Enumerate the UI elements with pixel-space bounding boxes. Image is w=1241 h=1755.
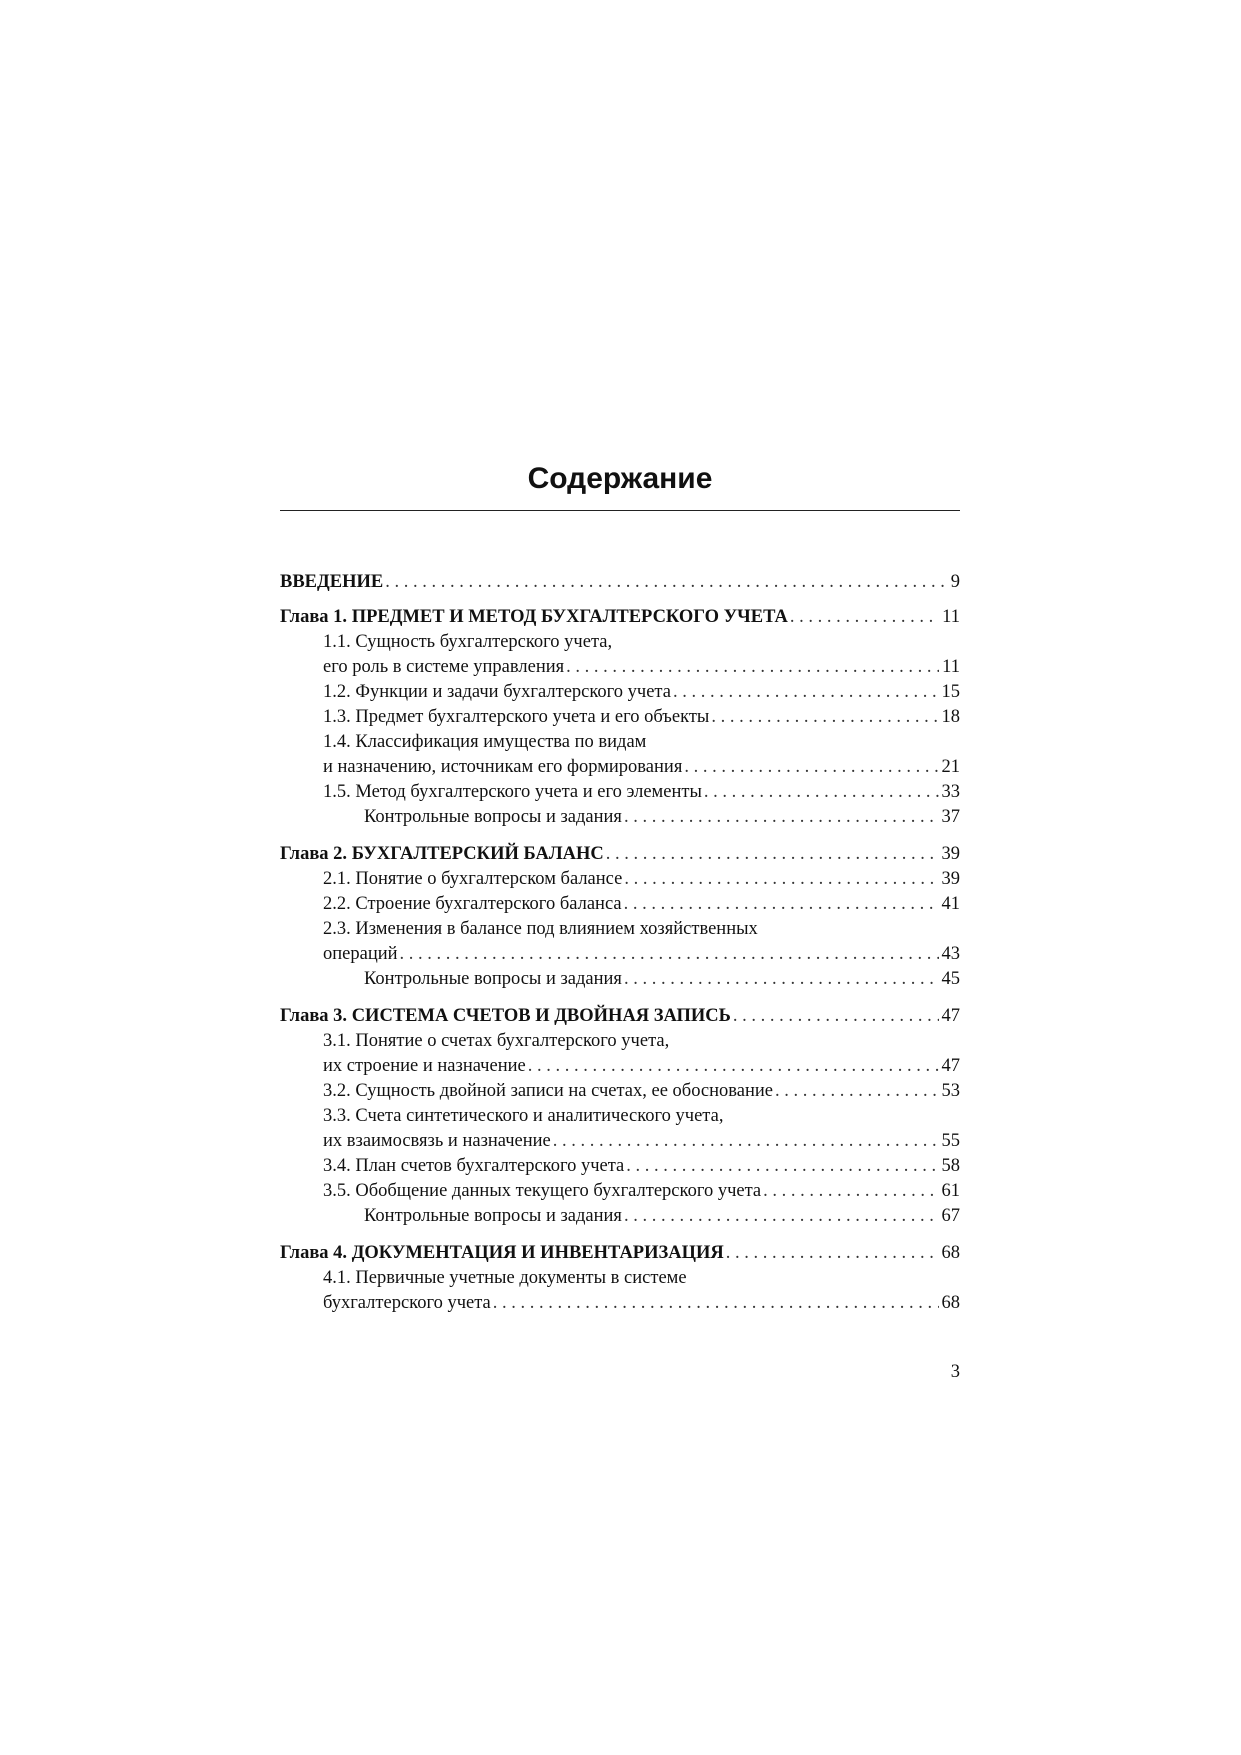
toc-entry-text: 3.2. Сущность двойной записи на счетах, ее обоснование — [323, 1081, 773, 1101]
toc-entry-title — [323, 755, 682, 780]
dot-leader — [711, 705, 938, 730]
toc-entry-title — [323, 705, 709, 730]
toc-entry-text: 1.3. Предмет бухгалтерского учета и его объекты — [323, 707, 710, 727]
toc-entry-text: его роль в системе управления — [323, 657, 565, 677]
dot-leader — [566, 655, 939, 680]
dot-leader — [624, 867, 938, 892]
dot-leader — [624, 1204, 939, 1229]
toc-entry — [323, 1079, 960, 1104]
toc-entry — [323, 1179, 960, 1204]
toc-entry-text: Контрольные вопросы и задания — [364, 1206, 622, 1226]
dot-leader — [385, 570, 948, 595]
toc-entry-title — [280, 1241, 724, 1266]
toc-entry — [323, 1129, 960, 1154]
toc-entry-title — [323, 1079, 773, 1104]
dot-leader — [493, 1291, 939, 1316]
toc-entry-title — [323, 892, 622, 917]
toc-entry-title — [323, 942, 398, 967]
toc-page-number: 43 — [941, 944, 960, 964]
toc-entry-text: 3.3. Счета синтетического и аналитического учета, — [323, 1106, 724, 1126]
dot-leader — [733, 1004, 939, 1029]
toc-entry-text: и назначению, источникам его формирования — [323, 757, 683, 777]
toc-entry-title — [323, 917, 758, 942]
toc-entry — [323, 942, 960, 967]
toc-entry-text: 4.1. Первичные учетные документы в системе — [323, 1268, 687, 1288]
toc-entry — [323, 1266, 960, 1291]
dot-leader — [624, 967, 939, 992]
dot-leader — [726, 1241, 939, 1266]
toc-chapter-prefix: Глава 2. — [280, 844, 352, 864]
toc-entry-text: 3.5. Обобщение данных текущего бухгалтерского учета — [323, 1181, 762, 1201]
toc-chapter-prefix: Глава 4. — [280, 1243, 352, 1263]
toc-page-number: 39 — [941, 869, 960, 889]
toc-chapter-entry — [280, 605, 960, 630]
toc-entry-title — [323, 1104, 723, 1129]
toc-entry-title — [323, 1129, 551, 1154]
toc-entry-title — [323, 1291, 491, 1316]
toc-page-number: 61 — [941, 1181, 960, 1201]
toc-entry — [323, 1029, 960, 1054]
dot-leader — [704, 780, 939, 805]
toc-entry-title — [323, 1029, 669, 1054]
toc-entry — [323, 705, 960, 730]
toc-entry — [323, 917, 960, 942]
toc-entry-title — [364, 805, 622, 830]
toc-entry-title — [323, 680, 671, 705]
toc-entry-title — [323, 730, 646, 755]
dot-leader — [763, 1179, 938, 1204]
toc-page-number: 39 — [941, 844, 960, 864]
toc-entry — [364, 967, 960, 992]
toc-entry — [323, 1154, 960, 1179]
page-number: 3 — [950, 1362, 960, 1382]
toc-page-number: 37 — [941, 807, 960, 827]
toc-chapter-entry — [280, 842, 960, 867]
toc-entry-text: операций — [323, 944, 398, 964]
dot-leader — [553, 1129, 939, 1154]
toc-page-number: 47 — [941, 1006, 960, 1026]
toc-chapter-entry — [280, 1241, 960, 1266]
toc-entry-title — [280, 605, 788, 630]
toc-entry-title — [280, 1004, 731, 1029]
toc-page-number: 53 — [941, 1081, 960, 1101]
toc-entry — [323, 755, 960, 780]
toc-entry-text: 2.2. Строение бухгалтерского баланса — [323, 894, 622, 914]
toc-entry-title — [323, 1154, 624, 1179]
toc-entry — [323, 1291, 960, 1316]
toc-entry-title — [280, 842, 604, 867]
toc-chapter-entry — [280, 570, 960, 595]
toc-entry — [323, 892, 960, 917]
dot-leader — [624, 805, 939, 830]
dot-leader — [606, 842, 939, 867]
dot-leader — [673, 680, 939, 705]
toc-entry — [323, 1104, 960, 1129]
toc-page-number: 55 — [941, 1131, 960, 1151]
toc-entry-title — [323, 655, 564, 680]
toc-page-number: 45 — [941, 969, 960, 989]
toc-page-number: 41 — [941, 894, 960, 914]
toc-entry-text: 3.1. Понятие о счетах бухгалтерского учета, — [323, 1031, 670, 1051]
toc-entry-title — [364, 967, 622, 992]
toc-entry-text: 1.4. Классификация имущества по видам — [323, 732, 647, 752]
toc-entry-title — [280, 570, 383, 595]
dot-leader — [528, 1054, 939, 1079]
page-title: Содержание — [527, 462, 713, 495]
toc-entry-text: 1.1. Сущность бухгалтерского учета, — [323, 632, 613, 652]
toc-page-number: 21 — [941, 757, 960, 777]
toc-page-number: 58 — [941, 1156, 960, 1176]
toc-entry-title — [323, 1054, 526, 1079]
dot-leader — [624, 892, 939, 917]
toc-entry — [323, 780, 960, 805]
toc-page-number: 33 — [941, 782, 960, 802]
toc-chapter-entry — [280, 1004, 960, 1029]
toc-entry-text: 3.4. План счетов бухгалтерского учета — [323, 1156, 625, 1176]
toc-entry — [323, 655, 960, 680]
toc-entry-title — [323, 1179, 761, 1204]
dot-leader — [400, 942, 939, 967]
dot-leader — [626, 1154, 938, 1179]
toc-page-number: 68 — [941, 1243, 960, 1263]
toc-entry-title — [323, 780, 702, 805]
toc-entry-title — [364, 1204, 622, 1229]
toc-page-number: 47 — [941, 1056, 960, 1076]
dot-leader — [790, 605, 939, 630]
toc-entry-text: СИСТЕМА СЧЕТОВ И ДВОЙНАЯ ЗАПИСЬ — [351, 1006, 731, 1026]
toc-entry-text: Контрольные вопросы и задания — [364, 969, 622, 989]
toc-entry-text: ПРЕДМЕТ И МЕТОД БУХГАЛТЕРСКОГО УЧЕТА — [351, 607, 788, 627]
toc-entry — [364, 1204, 960, 1229]
toc-entry — [323, 867, 960, 892]
toc-entry-text: ВВЕДЕНИЕ — [280, 572, 384, 592]
toc-page-number: 11 — [942, 607, 960, 627]
toc-entry-text: Контрольные вопросы и задания — [364, 807, 622, 827]
toc-entry-text: ДОКУМЕНТАЦИЯ И ИНВЕНТАРИЗАЦИЯ — [351, 1243, 724, 1263]
toc-page-number: 67 — [941, 1206, 960, 1226]
toc-entry-text: 2.3. Изменения в балансе под влиянием хозяйственных — [323, 919, 758, 939]
dot-leader — [775, 1079, 939, 1104]
toc-entry-text: их строение и назначение — [323, 1056, 526, 1076]
toc-entry-title — [323, 867, 622, 892]
toc-page-number: 68 — [941, 1293, 960, 1313]
toc-chapter-prefix: Глава 3. — [280, 1006, 352, 1026]
toc-entry-text: 2.1. Понятие о бухгалтерском балансе — [323, 869, 623, 889]
table-of-contents — [280, 0, 960, 1755]
toc-chapter-prefix: Глава 1. — [280, 607, 352, 627]
toc-entry — [323, 680, 960, 705]
toc-entry-text: БУХГАЛТЕРСКИЙ БАЛАНС — [351, 844, 604, 864]
toc-entry-text: их взаимосвязь и назначение — [323, 1131, 551, 1151]
toc-page-number: 18 — [941, 707, 960, 727]
toc-entry-text: бухгалтерского учета — [323, 1293, 491, 1313]
toc-entry — [364, 805, 960, 830]
toc-page-number: 15 — [941, 682, 960, 702]
toc-entry-title — [323, 1266, 687, 1291]
toc-entry — [323, 730, 960, 755]
toc-entry-title — [323, 630, 612, 655]
toc-page-number: 9 — [950, 572, 960, 592]
toc-entry — [323, 1054, 960, 1079]
toc-entry-text: 1.5. Метод бухгалтерского учета и его элементы — [323, 782, 702, 802]
toc-page-number: 11 — [942, 657, 960, 677]
dot-leader — [684, 755, 938, 780]
toc-entry — [323, 630, 960, 655]
toc-entry-text: 1.2. Функции и задачи бухгалтерского учета — [323, 682, 671, 702]
